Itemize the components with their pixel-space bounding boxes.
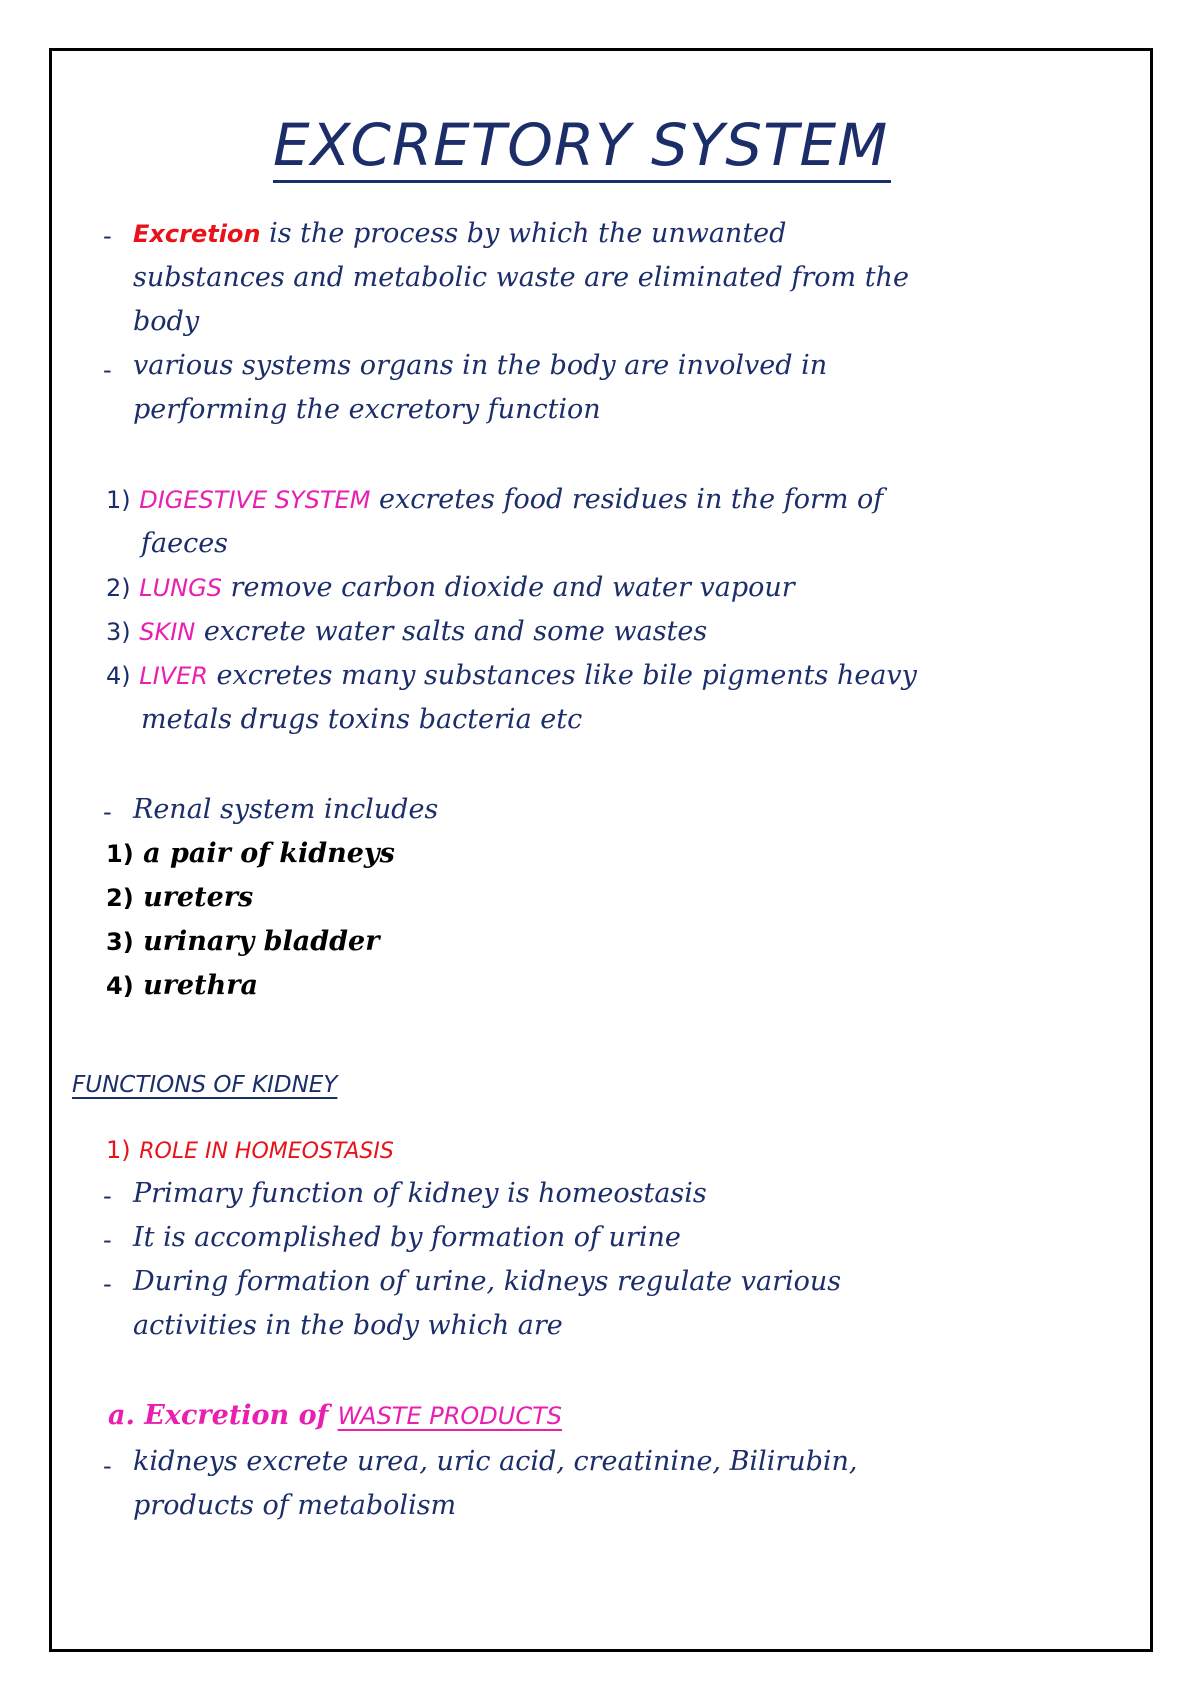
intro-line-3: body (133, 306, 200, 337)
renal-item: 4) urethra (106, 970, 258, 1001)
system-item-skin: 3) SKIN excrete water salts and some wastes (106, 616, 708, 647)
waste-line-2: products of metabolism (133, 1490, 457, 1521)
system-item-liver: 4) LIVER excretes many substances like bile pigments heavy (106, 660, 917, 691)
sub-heading-homeostasis: 1) ROLE IN HOMEOSTASIS (106, 1136, 394, 1164)
intro-line-2: substances and metabolic waste are eliminated from the (133, 262, 909, 293)
renal-item: 3) urinary bladder (106, 926, 380, 957)
section-heading-functions: FUNCTIONS OF KIDNEY (72, 1072, 338, 1098)
page-title: EXCRETORY SYSTEM (273, 111, 889, 179)
waste-line-1: kidneys excrete urea, uric acid, creatinine, Bilirubin, (133, 1446, 858, 1477)
sub-heading-waste: a. Excretion of WASTE PRODUCTS (108, 1400, 562, 1431)
intro-line-1: Excretion is the process by which the unwanted (133, 218, 787, 249)
system-item-digestive: 1) DIGESTIVE SYSTEM excretes food residues in the form of (106, 484, 884, 515)
title-underline (273, 180, 891, 183)
renal-item: 1) a pair of kidneys (106, 838, 395, 869)
bullet-dash: - (103, 1182, 112, 1210)
keyword-excretion: Excretion (133, 220, 261, 248)
bullet-dash: - (103, 1226, 112, 1254)
renal-item: 2) ureters (106, 882, 254, 913)
bullet-dash: - (103, 222, 112, 250)
renal-intro: Renal system includes (133, 794, 439, 825)
system-item-liver-cont: metals drugs toxins bacteria etc (141, 704, 583, 735)
system-item-digestive-cont: faeces (141, 528, 229, 559)
function-bullet: During formation of urine, kidneys regulate various (133, 1266, 842, 1297)
intro-line-4: various systems organs in the body are involved in (133, 350, 828, 381)
function-bullet: It is accomplished by formation of urine (133, 1222, 681, 1253)
bullet-dash: - (103, 356, 112, 384)
bullet-dash: - (103, 798, 112, 826)
function-bullet-cont: activities in the body which are (133, 1310, 563, 1341)
bullet-dash: - (103, 1452, 112, 1480)
function-bullet: Primary function of kidney is homeostasis (133, 1178, 707, 1209)
intro-line-5: performing the excretory function (133, 394, 601, 425)
bullet-dash: - (103, 1270, 112, 1298)
system-item-lungs: 2) LUNGS remove carbon dioxide and water vapour (106, 572, 795, 603)
